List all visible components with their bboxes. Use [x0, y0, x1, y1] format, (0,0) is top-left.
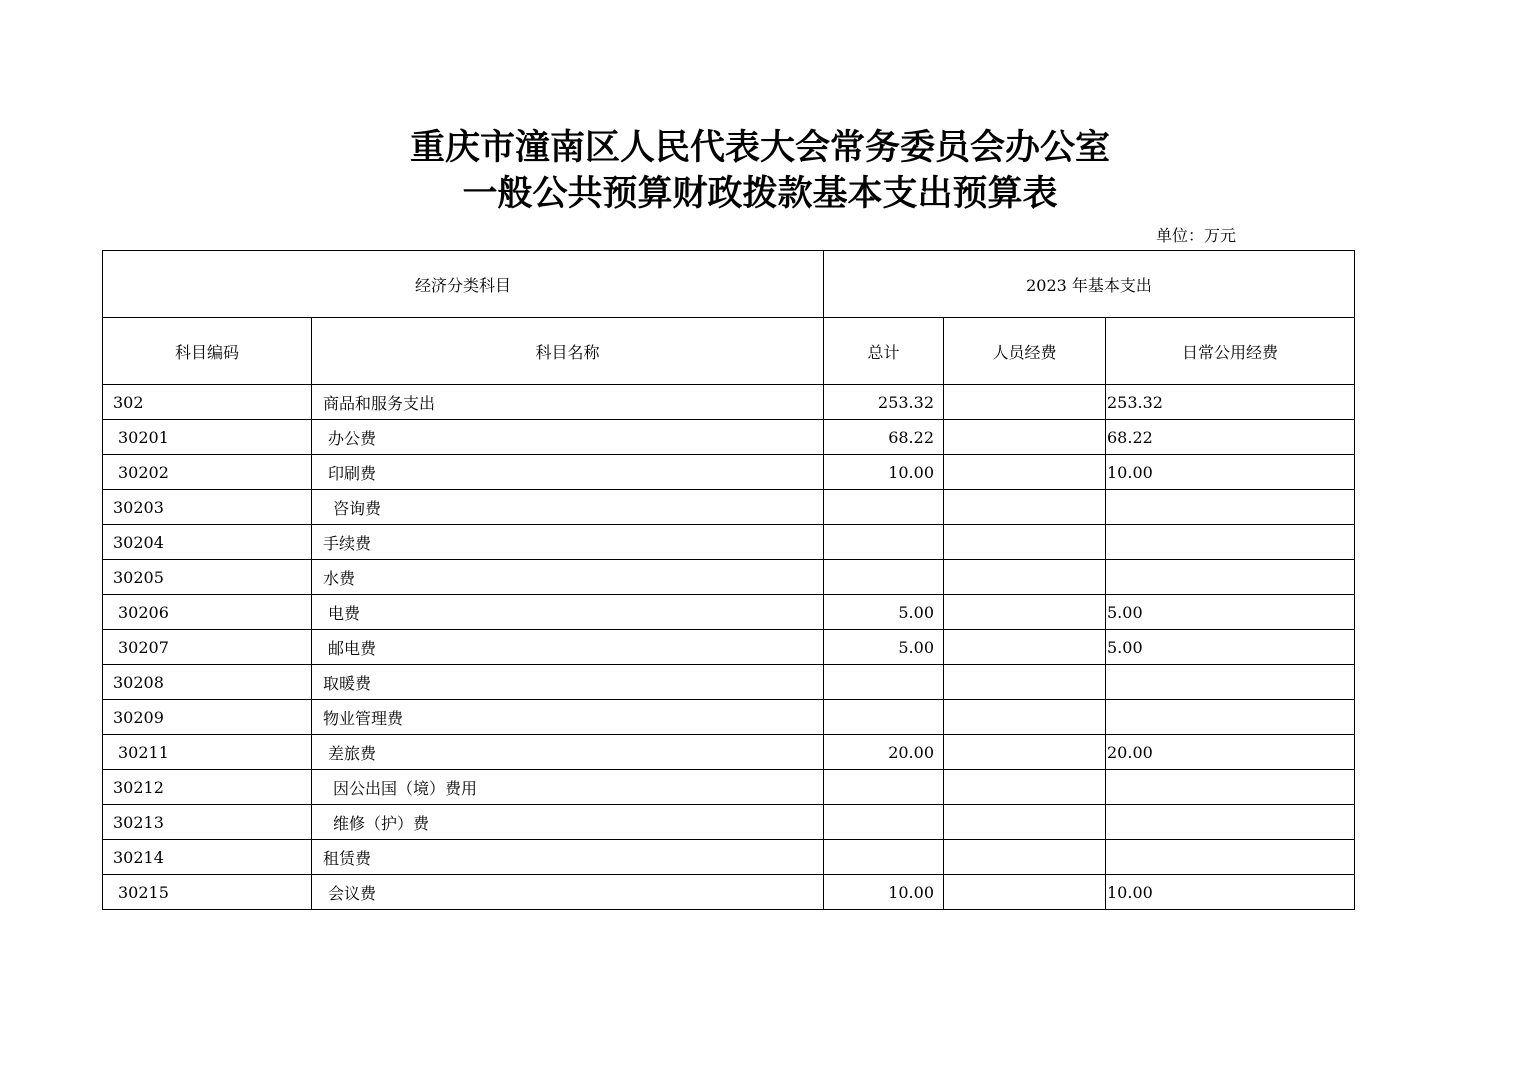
table-row [103, 700, 1355, 735]
cell-daily [1106, 770, 1355, 805]
cell-code: 30209 [103, 700, 312, 735]
page-title-line2: 一般公共预算财政拨款基本支出预算表 [462, 173, 1058, 214]
cell-name: 商品和服务支出 [312, 385, 824, 420]
cell-daily: 253.32 [1106, 385, 1355, 420]
cell-code: 30213 [103, 805, 312, 840]
cell-staff [944, 770, 1106, 805]
cell-total: 10.00 [824, 875, 944, 910]
cell-staff [944, 420, 1106, 455]
cell-daily: 5.00 [1106, 630, 1355, 665]
cell-staff [944, 385, 1106, 420]
cell-staff [944, 735, 1106, 770]
header-staff: 人员经费 [944, 318, 1106, 385]
cell-code: 30202 [103, 455, 312, 490]
cell-code: 30205 [103, 560, 312, 595]
cell-total [824, 490, 944, 525]
cell-code: 30206 [103, 595, 312, 630]
cell-name: 邮电费 [312, 630, 824, 665]
header-daily: 日常公用经费 [1106, 318, 1355, 385]
table-column-header-row [103, 318, 1355, 385]
cell-name: 取暖费 [312, 665, 824, 700]
table-row [103, 735, 1355, 770]
cell-daily [1106, 840, 1355, 875]
cell-name: 差旅费 [312, 735, 824, 770]
cell-staff [944, 595, 1106, 630]
cell-total [824, 840, 944, 875]
cell-name: 维修（护）费 [312, 805, 824, 840]
table-row [103, 420, 1355, 455]
table-row [103, 455, 1355, 490]
cell-name: 因公出国（境）费用 [312, 770, 824, 805]
cell-total [824, 560, 944, 595]
cell-staff [944, 805, 1106, 840]
cell-total [824, 770, 944, 805]
cell-name: 水费 [312, 560, 824, 595]
cell-code: 30211 [103, 735, 312, 770]
cell-total [824, 665, 944, 700]
header-name: 科目名称 [312, 318, 824, 385]
cell-daily: 10.00 [1106, 455, 1355, 490]
cell-daily [1106, 525, 1355, 560]
table-row [103, 770, 1355, 805]
cell-total: 5.00 [824, 630, 944, 665]
cell-name: 咨询费 [312, 490, 824, 525]
cell-daily: 10.00 [1106, 875, 1355, 910]
table-row [103, 595, 1355, 630]
table-row [103, 875, 1355, 910]
header-total: 总计 [824, 318, 944, 385]
cell-total: 253.32 [824, 385, 944, 420]
cell-total: 68.22 [824, 420, 944, 455]
cell-daily [1106, 700, 1355, 735]
table-group-header-row [103, 251, 1355, 318]
cell-name: 办公费 [312, 420, 824, 455]
cell-code: 30208 [103, 665, 312, 700]
cell-staff [944, 700, 1106, 735]
cell-name: 会议费 [312, 875, 824, 910]
table-row [103, 805, 1355, 840]
cell-code: 30203 [103, 490, 312, 525]
cell-staff [944, 665, 1106, 700]
table-row [103, 560, 1355, 595]
table-row [103, 665, 1355, 700]
cell-code: 30204 [103, 525, 312, 560]
table-body [103, 385, 1355, 910]
table-row [103, 490, 1355, 525]
header-code: 科目编码 [103, 318, 312, 385]
cell-staff [944, 875, 1106, 910]
cell-daily [1106, 490, 1355, 525]
cell-daily: 68.22 [1106, 420, 1355, 455]
cell-code: 302 [103, 385, 312, 420]
budget-table [102, 250, 1355, 910]
table-row [103, 630, 1355, 665]
cell-total: 5.00 [824, 595, 944, 630]
table-row [103, 525, 1355, 560]
cell-daily: 20.00 [1106, 735, 1355, 770]
cell-daily [1106, 665, 1355, 700]
header-year-basic-expenditure: 2023 年基本支出 [824, 251, 1355, 318]
cell-daily [1106, 560, 1355, 595]
cell-staff [944, 490, 1106, 525]
unit-label: 单位：万元 [1156, 226, 1237, 245]
header-economic-category: 经济分类科目 [103, 251, 824, 318]
cell-staff [944, 455, 1106, 490]
cell-code: 30201 [103, 420, 312, 455]
cell-total [824, 805, 944, 840]
cell-daily [1106, 805, 1355, 840]
cell-staff [944, 525, 1106, 560]
cell-staff [944, 840, 1106, 875]
cell-total [824, 700, 944, 735]
cell-name: 物业管理费 [312, 700, 824, 735]
cell-name: 租赁费 [312, 840, 824, 875]
cell-name: 电费 [312, 595, 824, 630]
cell-code: 30215 [103, 875, 312, 910]
cell-name: 手续费 [312, 525, 824, 560]
cell-total: 10.00 [824, 455, 944, 490]
cell-staff [944, 630, 1106, 665]
cell-total [824, 525, 944, 560]
cell-name: 印刷费 [312, 455, 824, 490]
table-row [103, 385, 1355, 420]
cell-daily: 5.00 [1106, 595, 1355, 630]
page-title-line1: 重庆市潼南区人民代表大会常务委员会办公室 [409, 127, 1110, 168]
cell-code: 30212 [103, 770, 312, 805]
table-row [103, 840, 1355, 875]
cell-code: 30207 [103, 630, 312, 665]
cell-staff [944, 560, 1106, 595]
cell-total: 20.00 [824, 735, 944, 770]
cell-code: 30214 [103, 840, 312, 875]
